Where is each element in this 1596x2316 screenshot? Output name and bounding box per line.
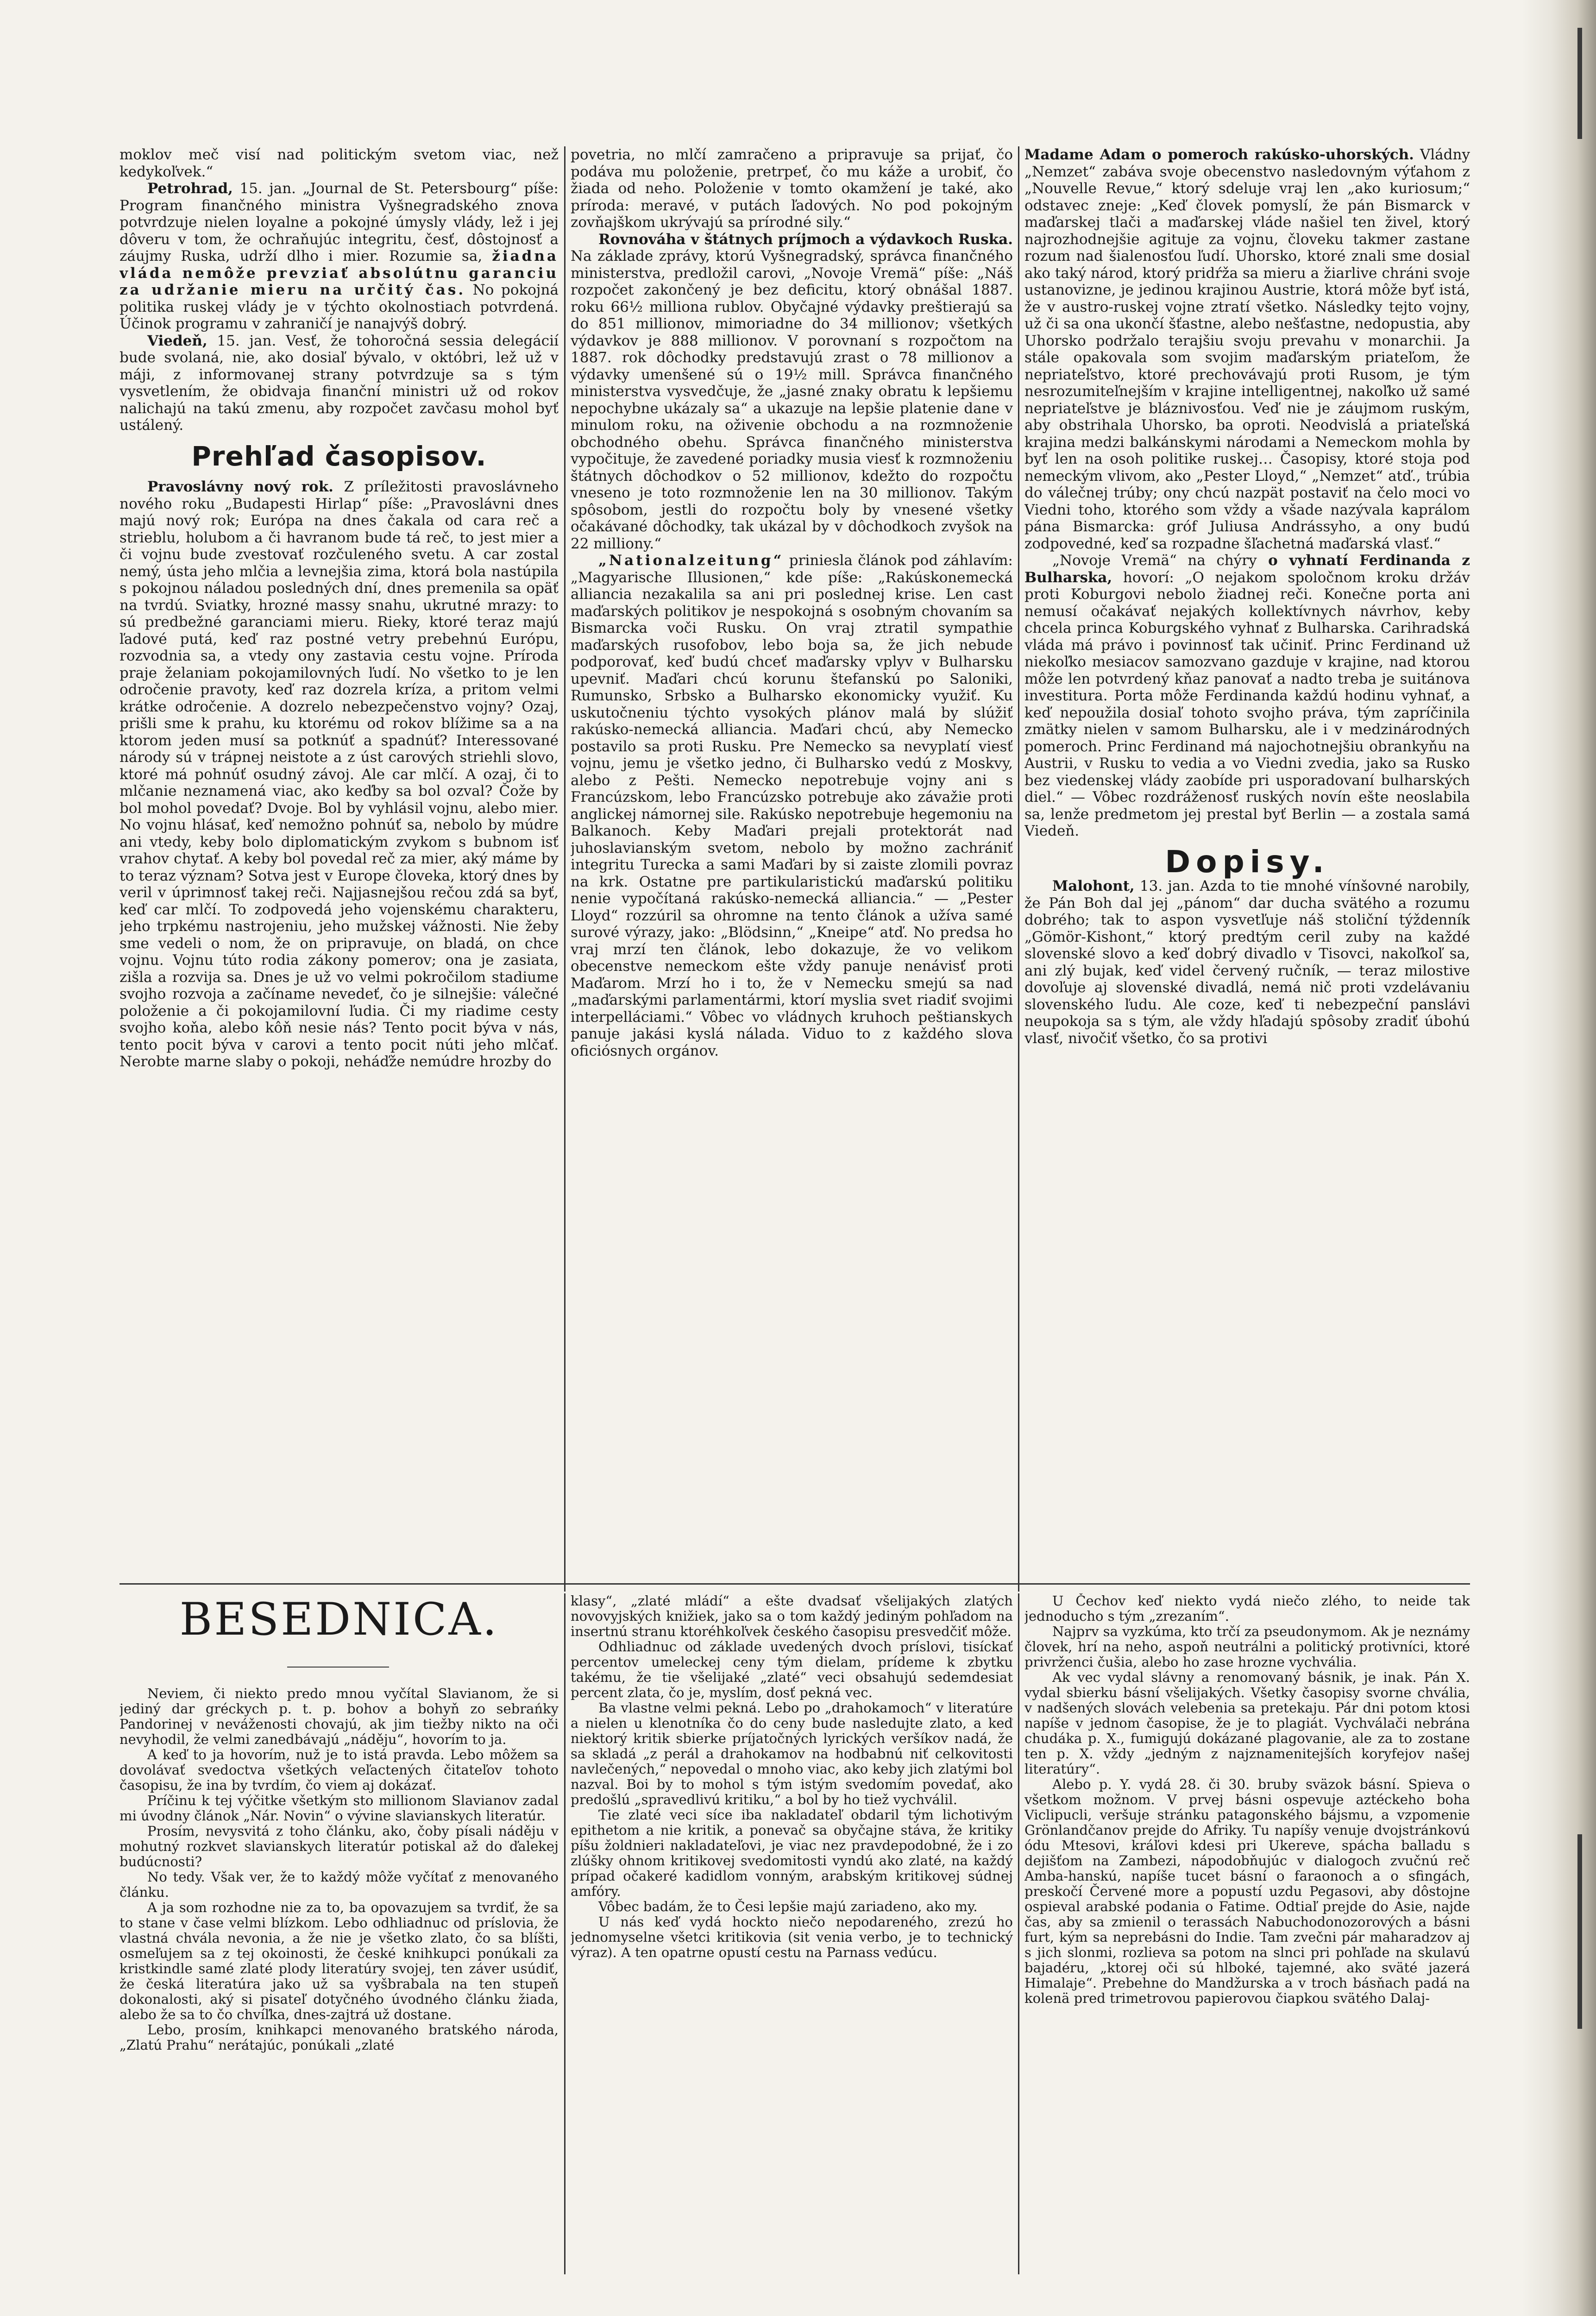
title-underline [287, 1667, 389, 1668]
article-title: Madame Adam o pomeroch rakúsko-uhorských. [1024, 146, 1414, 163]
news-text: No pokojná politika ruskej vlády je v týchto okolnostiach potvrdená. Účinok programu v zahraničí je nanajvýš dobrý. [119, 282, 559, 332]
column-left-news [119, 146, 559, 1524]
article-text: Vládny „Nemzet“ zabáva svoje obecenstvo nasledovným výťahom z „Nouvelle Revue,“ ktorý sdeluje vraj len „ako kuriosum;“ odstavec zneje: „Keď človek pomyslí, že pán Bismarck v maďarskej tlači a maďarskej vláde našiel ten živel, ktorý najrozhodnejšie agituje za vojnu, človeku takmer zastane rozum nad šialenosťou ľudí. Uhorsko, ktoré znali sme dosiaľ ako taký národ, ktorý pridŕža sa mieru a žiarlive chráni svoje ustanovizne, je jedinou krajinou Austrie, ktorá môže byť istá, že v austro-ruskej vojne ztratí všetko. Následky tejto vojny, už či sa ona ukončí šťastne, alebo nešťastne, nedopustia, aby Uhorsko podržalo terajšiu svoju prevahu v monarchii. Ja stále opakovala som svojim maďarským priateľom, že nepriateľstvo, ktoré prechovávajú proti Rusom, je tým nesrozumiteľnejším v krajine intelligentnej, nakoľko už samé nepriateľstve je bláznivosťou. Veď nie je záujmom ruským, aby obstrihala Uhorsko, ba oproti. Neodvislá a priateľská krajina medzi balkánskymi národami a Nemeckom mohla by byť len na osoh politike ruskej… Časopisy, ktoré stoja pod nemeckým vlivom, ako „Pester Lloyd,“ „Nemzet“ atď., trúbia do válečnej trúby; ony chcú nazpät postaviť na čelo moci vo Viedni toho, ktorého som vždy a všade nazývala kaprálom pána Bismarcka: gróf Juliusa Andrássyho, a ony budú zodpovedné, keď sa rozpadne šľachetná maďarská vlasť.“ [1024, 146, 1470, 552]
column-divider [1018, 1593, 1019, 2274]
article-lead: „Novoje Vremä“ na chýry [1052, 552, 1257, 569]
column-divider [564, 1593, 566, 2274]
feuilleton-divider [119, 1583, 1470, 1585]
feuilleton-title: BESEDNICA. [179, 1593, 499, 1645]
section-heading-prehlad: Prehľad časopisov. [191, 440, 487, 472]
feuilleton-paragraph: Tie zlaté veci síce iba nakladateľ obdaril tým lichotivým epithetom a nie kritik, a ponevač sa obyčajne stáva, že kritiky píšu žoldnieri nakladateľovi, je viac nez pravdepodobné, že i zo zlúšky ohnom kritikovej svedomitosti vyndú ako zlaté, na každý prípad očakeré kadidlom vonným, arabským kritikovej súdnej amfóry. [571, 1807, 1013, 1899]
feuilleton-paragraph: Vôbec badám, že to Česi lepšie majú zariadeno, ako my. [598, 1899, 978, 1914]
feuilleton-paragraph: Najprv sa vyzkúma, kto trčí za pseudonymom. Ak je neznámy človek, hrí na neho, aspoň neutrálni a politický protivníci, ktoré privrženci čušia, alebo ho zase hrozne vychvália. [1024, 1624, 1470, 1670]
feuilleton-column-3 [1024, 1593, 1470, 2274]
section-heading-dopisy: Dopisy. [1165, 843, 1330, 880]
article-novoje-vremja [1024, 552, 1470, 840]
news-item-vieden [119, 333, 559, 434]
column-divider [564, 146, 566, 1592]
feuilleton-paragraph: A keď to ja hovorím, nuž je to istá pravda. Lebo môžem sa dovolávať svedoctva všetkých veľactených čitateľov tohoto časopisu, že ina by tvrdím, čo viem aj dokázať. [119, 1747, 559, 1793]
feuilleton-paragraph: Príčinu k tej výčitke všetkým sto millionom Slavianov zadal mi úvodny článok „Nár. Novin“ o vývine slavianskych literatúr. [119, 1793, 559, 1824]
scan-edge-mark [1577, 28, 1582, 139]
feuilleton-column-2 [571, 1593, 1013, 2274]
feuilleton-column-1 [119, 1686, 559, 2274]
feuilleton-paragraph: Ba vlastne velmi pekná. Lebo po „drahokamoch“ v literatúre a nielen u klenotníka čo do ceny bude nasledujte zlato, a keď niektorý kritik sbierke príjatočných lyrických veršíkov nadá, že sa skladá „z perál a drahokamov na hodbabnú niť celkovitosti navlečených,“ nepovedal o mnoho viac, ako keby jich zlatými bol nazval. Boi by to mohol s tým istým svedomím povedať, ako predošlú „spravedlivú kritiku,“ a bol by ho tiež vychválil. [571, 1700, 1013, 1807]
feuilleton-paragraph: Odhliadnuc od základe uvedených dvoch príslovi, tisíckať percentov umeleckej ceny tým dielam, prídeme k zbytku takému, že tie všelijaké „zlaté“ veci obsahujú sedemdesiat percent zlata, čo je, myslím, dosť pekná vec. [571, 1639, 1013, 1700]
article-rovnovaha [571, 231, 1013, 553]
letter-dateline: Malohont, [1052, 878, 1135, 894]
article-madame-adam [1024, 146, 1470, 552]
article-text: Na základe zprávy, ktorú Vyšnegradský, správca finančného ministerstva, predložil carovi, „Novoje Vremä“ píše: „Náš rozpočet zakončený je bez deficitu, ktorý obnášal 1887. roku 66½ milliona rublov. Obyčajné výdavky preštierajú sa do 851 millionov, mimoriadne do 34 millionov; všetkých výdavkov je 888 millionov. V porovnaní s rozpočtom na 1887. rok dôchodky predstavujú zrast o 78 millionov a výdavky umenšené sú o 19½ mill. Správca finančného ministerstva vysvedčuje, že „jasné znaky obratu k lepšiemu nepochybne ukázaly sa“ a ukazuje na lepšie platenie dane v minulom roku, na oživenie obchodu a na rozmnoženie obchodného obehu. Správca finančného ministerstva vypočituje, že zavedené poriadky musia viesť k rozmnoženiu štátnych dôchodkov o 52 millionov, kdežto do rozpočtu vnesenо je toto rozmnoženie len na 30 millionov. Takým spôsobom, jestli do rozpočtu boly by vnesené všetky očakávané dôchodky, tak ukázal by v dôchodkoch zvyšok na 22 milliony.“ [571, 248, 1013, 552]
feuilleton-paragraph: Prosím, nevysvitá z toho článku, ako, čoby písali náděju v mohutný rozkvet slavianskych literatúr potiskal až do ďalekej budúcnosti? [119, 1823, 559, 1869]
article-text: hovorí: „O nejakom spoločnom kroku držáv proti Koburgovi nebolo žiadnej reči. Konečne porta ani nemusí očakávať nejakých kollektívnych návrhov, keby chcela princa Koburgského vyhnať z Bulharska. Carihradská vláda má právo i povinnosť tak učiniť. Princ Ferdinand už niekoľko mesiacov samozvano gazduje v krajine, nad ktorou môže len potvrdený kňaz panovať a nadto treba je suitánova investitura. Porta môže Ferdinanda každú hodinu vyhnať, a keď nepoužila dosiaľ tohoto svojho práva, tým zapríčinila zmätky nielen v samom Bulharsku, ale i v medzinárodných pomeroch. Princ Ferdinand má najochotnejšiu obrankyňu na Austrii, v Rusku to vedia a vo Viedni zvedia, jako sa Rusko bez viedenskej vlády zaobíde pri usporadovaní bulharských diel.“ — Vôbec rozdráženosť ruských novín ešte neoslabila sa, lenže predmetom jej prestal byť Berlin — a zostala samá Viedeň. [1024, 569, 1470, 839]
scan-edge-shadow [1522, 0, 1596, 2316]
continued-paragraph: povetria, no mlčí zamračeno a pripravuje sa prijať, čo podáva mu položenie, pretrpeť, čo mu káže a urobiť, čo žiada od neho. Položenie v tomto okamžení je také, ako príroda: meravé, v putách ľadových. No pod pokojným zovňajškom ukrývajú sa prírodné sily.“ [571, 146, 1013, 231]
article-text: priniesla článok pod záhlavím: „Magyarische Illusionen,“ kde píše: „Rakúskonemecká alliancia nezakalila sa ani pri poslednej krise. Len cast maďarských politikov je nespokojná s osobným chovaním sa Bismarcka voči Rusku. On vraj ztratil sympathie maďarských rusofobov, lebo boja sa, že jich nebude podporovať, keď budú chceť maďarsky vplyv v Bulharsku upevniť. Maďari chcú korunu štefanskú po Saloniki, Rumunsko, Srbsko a Bulharsko ekonomicky využiť. Ku uskutočneniu týchto vysokých plánov malá by slúžiť rakúsko-nemecká alliancia. Maďari chcú, aby Nemecko postavilo sa proti Rusku. Pre Nemecko sa nevyplatí viesť vojnu, jemu je všetko jedno, či Bulharsko vedú z Moskvy, alebo z Pešti. Nemecko nepotrebuje vojny ani s Francúzskom, lebo Francúzsko potrebuje ako závažie proti anglickej námornej sile. Rakúsko nepotrebuje hegemoniu na Balkanoch. Keby Maďari prejali protektorát nad juhoslavianským svetom, nebolo by možno zachrániť integritu Turecka a sami Maďari by si zaiste zlomili povraz na krk. Ostatne pre partikularistickú maďarskú politiku nenie vypočítaná rakúsko-nemecká alliancia.“ — „Pester Lloyd“ rozzúril sa ohromne na tento článok a užíva samé surové výrazy, jako: „Blödsinn,“ „Kneipe“ atď. No predsa ho vraj mrzí ten článok, lebo dokazuje, že vo velikom obecenstve nemeckom ešte vždy panuje nenávisť proti Maďarom. Mrzí ho i to, že v Nemecku smejú sa nad „maďarskými parlamentármi, ktorí myslia svet riadiť svojimi interpelláciami.“ Vôbec vo vládnych kruhoch peštianskych panuje jakási kyslá nálada. Viduo to z každého slova oficiósnych orgánov. [571, 552, 1013, 1059]
feuilleton-paragraph: U nás keď vydá hockto niečo nepodareného, zrezú ho jednomyselne všetci kritikovia (sit venia verbo, je to technický výraz). A ten opatrne opustí cestu na Parnass vedúcu. [571, 1914, 1013, 1960]
column-divider [1018, 146, 1019, 1592]
article-title: „Nationalzeitung“ [598, 552, 784, 569]
letter-text: 13. jan. Azda to tie mnohé vínšovné narobily, že Pán Boh dal jej „pánom“ dar ducha svätého a rozumu dobrého; tak to aspon vysvetľuje náš stoliční týždenník „Gömör-Kishont,“ ktorý predtým ceril zuby na každé slovenské slovo a keď dobrý divadlo v Tisovci, nakoľkoľ sa, ani zlý bujak, keď videl červený ručník, — teraz milostive dovoľuje aj slovenské divadlá, nemá nič proti vzdelávaniu slovenského ľudu. Ale coze, keď ti nebezpeční panslávi neupokoja sa s tým, ale vždy hľadajú spôsoby zradiť úbohú vlasť, nivočiť všetko, čo sa protivi [1024, 878, 1470, 1047]
article-nationalzeitung [571, 552, 1013, 1059]
feuilleton-paragraph: Lebo, prosím, knihkapci menovaného bratského národa, „Zlatú Prahu“ nerátajúc, ponúkali „zlaté [119, 2022, 559, 2053]
article-title: Rovnováha v štátnych príjmoch a výdavkoch Ruska. [598, 231, 1013, 248]
article-title: Pravoslávny nový rok. [147, 478, 333, 495]
news-text: 15. jan. Vesť, že tohoročná sessia delegácií bude svolaná, nie, ako dosiaľ bývalo, v októbri, lež už v máji, z informovanej strany potvrdzuje sa s tým vysvetlením, že obidvaja finanční ministri už od rokov nalichajú na takú zmenu, aby rozpočet zavčasu mohol byť ustálený. [119, 332, 559, 434]
feuilleton-paragraph: U Čechov keď niekto vydá niečo zlého, to neide tak jednoducho s tým „zrezaním“. [1024, 1593, 1470, 1624]
feuilleton-paragraph: Alebo p. Y. vydá 28. či 30. bruby sväzok básní. Spieva o všetkom možnom. V prvej básni ospevuje aztéckeho boha Viclipucli, veršuje stránku patagonského bájsmu, a vzpomenie Grönlandčanov prejde do Afriky. Tu napíšy venuje dvojstránkovú ódu Mtesovi, kráľovi kdesi pri Ukereve, spácha balladu s dejišťom na Zambezi, nápodobňujúc v dialogoch zvučnú reč Amba-hanskú, napíše tucet básní o faraonoch a o sfingách, preskočí Červené more a popustí uzdu Pegasovi, aby dôstojne ospieval arabské podania o Fatime. Odtiaľ prejde do Asie, najde čas, aby sa zmienil o terassách Nabuchodonozorových a básni furt, kým sa neprebásni do Indie. Tam zvečni pár maharadzov aj s jich slonmi, rozlieva sa potom na slnci pri pohľade na skulavú bajadéru, „ktorej oči sú hlboké, tajemné, ako sväté jazerá Himalaje“. Prebehne do Mandžurska a v troch básňach padá na kolenä pred trimetrovou papierovou čiapkou svätého Dalaj- [1024, 1776, 1470, 2006]
feuilleton-paragraph: klasy“, „zlaté mládí“ a ešte dvadsať všelijakých zlatých novovyjských knižiek, jako sa o tom každý jediným pohľadom na insertnú stranu ktoréhkoľvek českého časopisu presvedčiť môže. [571, 1593, 1013, 1639]
news-text: 15. jan. „Journal de St. Petersbourg“ píše: Program finančného ministra Vyšnegradského znova potvrdzuje nielen loyalne a pokojné úmysly vlády, lež i jej dôveru v tom, že ochraňujúc integritu, česť, dôstojnosť a záujmy Ruska, udrží dlho i mier. Rozumie sa, [119, 180, 559, 264]
column-middle-news [571, 146, 1013, 1524]
article-text: Z príležitosti pravoslávneho nového roku „Budapesti Hirlap“ píše: „Pravoslávni dnes majú nový rok; Európa na dnes čakala od cara reč a strieblu, holubom a či havranom bude tá reč, to jest mier a či vojnu bude zvestovať rozčuleného svetu. A car zostal nemý, ústa jeho mlčia a levnejšia zima, ktorá bola nastúpila s pokojnou náladou posledných dní, dnes premenila sa opäť na tvrdú. Sviatky, hrozné massy snahu, ukrutné mrazy: to sú predbežné garanciami mieru. Rieky, ktoré teraz majú ľadové putá, keď raz postné vetry prebehnú Európu, rozvodnia sa, a vtedy ony zastavia cestu vojne. Príroda praje želaniam pokojamilovných ľudí. No všetko to je len odročenie pravoty, keď raz dozrela kríza, a pritom velmi krátke odročenie. A dozrelo nebezpečenstvo vojny? Ozaj, prišli sme k prahu, ku ktorému od rokov blížime sa a na ktorom jeden musí sa potknúť a spadnúť? Interessované národy sú v trápnej neistote a z úst carových striehli slovo, ktoré má pohnúť osudný závoj. Ale car mlčí. A ozaj, či to mlčanie neznamená viac, ako keďby sa bol ozval? Čože by bol mohol povedať? Dvoje. Bol by vyhlásil vojnu, alebo mier. No vojnu hlásať, keď nemožno pohnúť sa, nebolo by múdre ani vtedy, keby bolo diplomatickým zvykom s bubnom isť vrahov chytať. A keby bol povedal reč za mier, aký máme by to teraz význam? Sotva jest v Europe človeka, ktorý dnes by veril v úprimnosť takej reči. Najjasnejšou rečou zdá sa byť, keď car mlčí. To zodpovedá jeho vojenskému charakteru, jeho trpkému nastrojeniu, jeho mužskej vážnosti. Nie žeby sme vedeli o nom, že on pripravuje, on bladá, on chce vojnu. Vojnu túto rodia zákony pomerov; ona je zasiata, zišla a rozvija sa. Dnes je už vo velmi pokročilom stadiume svojho rozvoja a začíname nevedeť, čo je silnejšie: válečné položenie a či pokojamilovní ľudia. Či my riadime cesty svojho koňa, alebo kôň nesie nás? Tento pocit býva v nás, tento pocit býva v carovi a tento pocit núti jeho mlčať. Nerobte marne slaby o pokoji, neháďže nemúdre hrozby do [119, 478, 559, 1070]
news-dateline: Viedeň, [147, 332, 207, 349]
news-item-petrohrad [119, 180, 559, 333]
news-dateline: Petrohrad, [147, 180, 233, 197]
feuilleton-paragraph: A ja som rozhodne nie za to, ba opovazujem sa tvrdiť, že sa to stane v čase velmi blízkom. Lebo odhliadnuc od príslovia, že vlastná chvála nevonia, a že nie je všetko zlato, čo sa blíšti, osmeľujem sa z tej okoinosti, že české knihkupci ponúkali za kristkindle samé zlaté plody literatúry svojej, ten záver usúdiť, že česká literatúra jako už sa vyšbrabala na ten stupeň dokonalosti, aký si pisateľ dotyčného úvodného článku žiada, alebo že sa to čo chvíľka, dnes-zajtrá už dostane. [119, 1900, 559, 2022]
article-pravoslavny [119, 478, 559, 1070]
feuilleton-paragraph: Ak vec vydal slávny a renomovaný básnik, je inak. Pán X. vydal sbierku básní všelijakých. Všetky časopisy svorne chvália, v nadšených slovách velebenia sa pretekaju. Pár dni potom ktosi napíše v jednom časopise, že je to plagiát. Vychválači nebrána chudáka p. X., fumigujú dokázané plagovanie, ale za to zostane ten p. X. vždy „jedným z najznamenitejších koryfejov našej literatúry“. [1024, 1669, 1470, 1777]
news-emphasis: žiadna vláda nemôže prevziať absolútnu garanciu za udržanie mieru na určitý čas. [119, 248, 559, 298]
article-title: o vyhnatí Ferdinanda z Bulharska, [1024, 552, 1470, 586]
continued-paragraph: moklov meč visí nad politickým svetom viac, než kedykoľvek.“ [119, 146, 559, 180]
scan-edge-mark [1577, 1834, 1582, 2029]
feuilleton-paragraph: No tedy. Však ver, že to každý môže vyčítať z menovaného článku. [119, 1869, 559, 1900]
column-right-news [1024, 146, 1470, 1284]
feuilleton-paragraph: Neviem, či niekto predo mnou vyčítal Slavianom, že si jediný dar gréckych p. t. p. bohov a bohyň zo sebrańky Pandorinej v neváženosti chovajú, ak jim tiežby nikto na oči nevyhodil, že velmi zanedbávajú „náděju“, hovorím to ja. [119, 1686, 559, 1747]
letter-malohont [1024, 878, 1470, 1047]
